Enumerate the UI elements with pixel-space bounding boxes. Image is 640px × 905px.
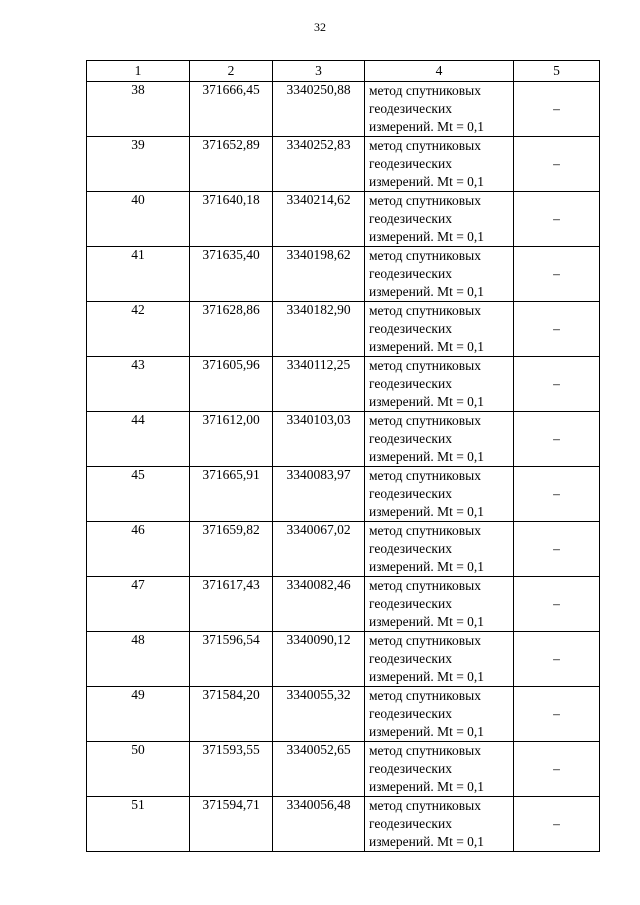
- method-cell: [365, 687, 514, 742]
- method-text-line: геодезических: [369, 156, 452, 171]
- point-number-cell: 38: [87, 82, 190, 137]
- y-coordinate-cell: 3340214,62: [273, 192, 365, 247]
- point-number-cell: 44: [87, 412, 190, 467]
- column-header-2: 2: [190, 61, 273, 82]
- y-coordinate-cell: 3340067,02: [273, 522, 365, 577]
- note-cell: –: [514, 467, 600, 522]
- method-text-line: геодезических: [369, 541, 452, 556]
- method-cell: [365, 192, 514, 247]
- y-coordinate-cell: 3340055,32: [273, 687, 365, 742]
- method-text-line: метод спутниковых: [369, 633, 481, 648]
- page-number: 32: [314, 20, 326, 34]
- y-coordinate-cell: 3340052,65: [273, 742, 365, 797]
- y-coordinate-cell: 3340182,90: [273, 302, 365, 357]
- table-row: [87, 632, 600, 687]
- point-number-cell: 41: [87, 247, 190, 302]
- method-text-line: измерений. Mt = 0,1: [369, 669, 485, 684]
- point-number-cell: 50: [87, 742, 190, 797]
- method-text-line: измерений. Mt = 0,1: [369, 119, 485, 134]
- point-number-cell: 51: [87, 797, 190, 852]
- method-text-line: измерений. Mt = 0,1: [369, 339, 485, 354]
- method-cell: [365, 82, 514, 137]
- method-text-line: геодезических: [369, 101, 452, 116]
- y-coordinate-cell: 3340198,62: [273, 247, 365, 302]
- y-coordinate-cell: 3340250,88: [273, 82, 365, 137]
- method-text-line: метод спутниковых: [369, 688, 481, 703]
- table-row: [87, 687, 600, 742]
- point-number-cell: 42: [87, 302, 190, 357]
- method-text-line: метод спутниковых: [369, 358, 481, 373]
- note-cell: –: [514, 522, 600, 577]
- point-number-cell: 43: [87, 357, 190, 412]
- column-header-3: 3: [273, 61, 365, 82]
- note-cell: –: [514, 357, 600, 412]
- y-coordinate-cell: 3340252,83: [273, 137, 365, 192]
- y-coordinate-cell: 3340083,97: [273, 467, 365, 522]
- method-text-line: метод спутниковых: [369, 83, 481, 98]
- x-coordinate-cell: 371594,71: [190, 797, 273, 852]
- method-text-line: геодезических: [369, 486, 452, 501]
- method-cell: [365, 632, 514, 687]
- x-coordinate-cell: 371665,91: [190, 467, 273, 522]
- method-text-line: измерений. Mt = 0,1: [369, 504, 485, 519]
- table-row: [87, 137, 600, 192]
- method-text-line: метод спутниковых: [369, 798, 481, 813]
- method-cell: [365, 467, 514, 522]
- table-row: [87, 82, 600, 137]
- method-cell: [365, 357, 514, 412]
- method-text-line: измерений. Mt = 0,1: [369, 394, 485, 409]
- method-cell: [365, 742, 514, 797]
- table-row: [87, 247, 600, 302]
- x-coordinate-cell: 371628,86: [190, 302, 273, 357]
- x-coordinate-cell: 371640,18: [190, 192, 273, 247]
- method-text-line: геодезических: [369, 321, 452, 336]
- table-row: [87, 742, 600, 797]
- method-text-line: геодезических: [369, 211, 452, 226]
- note-cell: –: [514, 797, 600, 852]
- point-number-cell: 39: [87, 137, 190, 192]
- y-coordinate-cell: 3340090,12: [273, 632, 365, 687]
- method-cell: [365, 302, 514, 357]
- x-coordinate-cell: 371596,54: [190, 632, 273, 687]
- point-number-cell: 40: [87, 192, 190, 247]
- method-text-line: метод спутниковых: [369, 413, 481, 428]
- method-text-line: метод спутниковых: [369, 248, 481, 263]
- method-text-line: метод спутниковых: [369, 193, 481, 208]
- table-row: [87, 467, 600, 522]
- point-number-cell: 47: [87, 577, 190, 632]
- point-number-cell: 46: [87, 522, 190, 577]
- note-cell: –: [514, 302, 600, 357]
- method-text-line: метод спутниковых: [369, 468, 481, 483]
- x-coordinate-cell: 371659,82: [190, 522, 273, 577]
- method-text-line: метод спутниковых: [369, 523, 481, 538]
- method-text-line: геодезических: [369, 651, 452, 666]
- table-row: [87, 522, 600, 577]
- method-text-line: геодезических: [369, 596, 452, 611]
- x-coordinate-cell: 371617,43: [190, 577, 273, 632]
- method-text-line: измерений. Mt = 0,1: [369, 284, 485, 299]
- y-coordinate-cell: 3340056,48: [273, 797, 365, 852]
- table-header-row: [87, 61, 600, 82]
- table-row: [87, 357, 600, 412]
- point-number-cell: 49: [87, 687, 190, 742]
- x-coordinate-cell: 371584,20: [190, 687, 273, 742]
- method-text-line: измерений. Mt = 0,1: [369, 559, 485, 574]
- method-text-line: метод спутниковых: [369, 138, 481, 153]
- x-coordinate-cell: 371666,45: [190, 82, 273, 137]
- table-row: [87, 412, 600, 467]
- table-row: [87, 797, 600, 852]
- note-cell: –: [514, 577, 600, 632]
- method-text-line: геодезических: [369, 266, 452, 281]
- x-coordinate-cell: 371652,89: [190, 137, 273, 192]
- x-coordinate-cell: 371635,40: [190, 247, 273, 302]
- note-cell: –: [514, 687, 600, 742]
- method-text-line: геодезических: [369, 761, 452, 776]
- table-row: [87, 302, 600, 357]
- table-body: [87, 82, 600, 852]
- method-text-line: геодезических: [369, 816, 452, 831]
- note-cell: –: [514, 632, 600, 687]
- method-text-line: метод спутниковых: [369, 743, 481, 758]
- y-coordinate-cell: 3340082,46: [273, 577, 365, 632]
- method-cell: [365, 577, 514, 632]
- method-text-line: измерений. Mt = 0,1: [369, 779, 485, 794]
- method-text-line: измерений. Mt = 0,1: [369, 174, 485, 189]
- method-text-line: измерений. Mt = 0,1: [369, 834, 485, 849]
- note-cell: –: [514, 412, 600, 467]
- method-text-line: измерений. Mt = 0,1: [369, 449, 485, 464]
- method-text-line: измерений. Mt = 0,1: [369, 614, 485, 629]
- note-cell: –: [514, 82, 600, 137]
- table-row: [87, 577, 600, 632]
- method-cell: [365, 522, 514, 577]
- method-text-line: геодезических: [369, 706, 452, 721]
- y-coordinate-cell: 3340112,25: [273, 357, 365, 412]
- point-number-cell: 48: [87, 632, 190, 687]
- method-cell: [365, 247, 514, 302]
- method-cell: [365, 137, 514, 192]
- y-coordinate-cell: 3340103,03: [273, 412, 365, 467]
- method-text-line: геодезических: [369, 431, 452, 446]
- method-text-line: метод спутниковых: [369, 303, 481, 318]
- x-coordinate-cell: 371605,96: [190, 357, 273, 412]
- point-number-cell: 45: [87, 467, 190, 522]
- note-cell: –: [514, 742, 600, 797]
- x-coordinate-cell: 371612,00: [190, 412, 273, 467]
- method-cell: [365, 412, 514, 467]
- method-text-line: метод спутниковых: [369, 578, 481, 593]
- method-text-line: геодезических: [369, 376, 452, 391]
- note-cell: –: [514, 192, 600, 247]
- column-header-4: 4: [365, 61, 514, 82]
- x-coordinate-cell: 371593,55: [190, 742, 273, 797]
- method-text-line: измерений. Mt = 0,1: [369, 229, 485, 244]
- column-header-1: 1: [87, 61, 190, 82]
- method-cell: [365, 797, 514, 852]
- column-header-5: 5: [514, 61, 600, 82]
- note-cell: –: [514, 247, 600, 302]
- note-cell: –: [514, 137, 600, 192]
- method-text-line: измерений. Mt = 0,1: [369, 724, 485, 739]
- coordinates-table: [86, 60, 600, 852]
- table-row: [87, 192, 600, 247]
